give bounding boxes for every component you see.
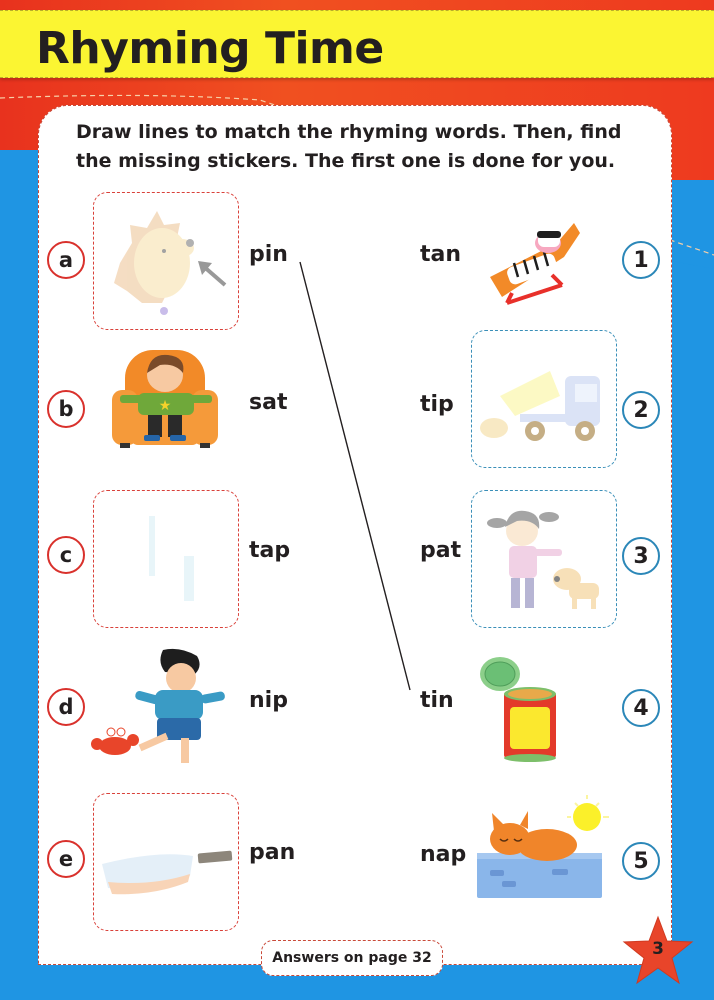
hedgehog-icon xyxy=(102,203,232,321)
boy-armchair-icon xyxy=(110,345,220,450)
number-4: 4 xyxy=(633,695,649,721)
number-3-circle xyxy=(622,537,660,575)
word-nip: nip xyxy=(249,688,288,713)
sticker-slot-e[interactable] xyxy=(93,793,239,931)
word-pan: pan xyxy=(249,840,296,865)
word-tin: tin xyxy=(420,688,454,713)
number-1-circle xyxy=(622,241,660,279)
answers-note: Answers on page 32 xyxy=(261,940,443,976)
sticker-slot-c[interactable] xyxy=(93,490,239,628)
number-2: 2 xyxy=(633,397,649,423)
label-e: e xyxy=(58,847,74,871)
zebra-sunlounger-icon xyxy=(482,205,592,305)
title-band xyxy=(0,10,714,78)
number-4-circle xyxy=(622,689,660,727)
word-pin: pin xyxy=(249,242,288,267)
number-3: 3 xyxy=(633,543,649,569)
tap-faint-icon xyxy=(134,506,214,616)
label-a-circle xyxy=(47,241,85,279)
cat-napping-icon xyxy=(472,795,612,905)
sticker-slot-3[interactable] xyxy=(471,490,617,628)
label-c: c xyxy=(59,543,73,567)
label-d: d xyxy=(58,695,74,719)
tin-can-icon xyxy=(478,652,558,762)
word-tan: tan xyxy=(420,242,462,267)
word-pat: pat xyxy=(420,538,462,563)
sticker-slot-a[interactable] xyxy=(93,192,239,330)
label-b-circle xyxy=(47,390,85,428)
crab-boy-icon xyxy=(85,648,235,766)
label-d-circle xyxy=(47,688,85,726)
instructions-text: Draw lines to match the rhyming words. Then, find the missing stickers. The first one is done for you. xyxy=(76,121,622,172)
number-2-circle xyxy=(622,391,660,429)
word-tap: tap xyxy=(249,538,291,563)
page-number: 3 xyxy=(652,939,664,959)
page-title: Rhyming Time xyxy=(36,23,384,74)
word-tip: tip xyxy=(420,392,454,417)
sticker-slot-2[interactable] xyxy=(471,330,617,468)
page-number-star xyxy=(622,915,694,987)
word-sat: sat xyxy=(249,390,288,415)
label-b: b xyxy=(58,397,74,421)
label-c-circle xyxy=(47,536,85,574)
frying-pan-icon xyxy=(98,844,238,904)
label-e-circle xyxy=(47,840,85,878)
label-a: a xyxy=(58,248,74,272)
svg-text:★: ★ xyxy=(158,398,172,414)
number-1: 1 xyxy=(633,247,649,273)
number-5-circle xyxy=(622,842,660,880)
word-nap: nap xyxy=(420,842,467,867)
number-5: 5 xyxy=(633,848,649,874)
tipper-truck-icon xyxy=(480,356,610,446)
girl-patting-dog-icon xyxy=(477,501,617,619)
